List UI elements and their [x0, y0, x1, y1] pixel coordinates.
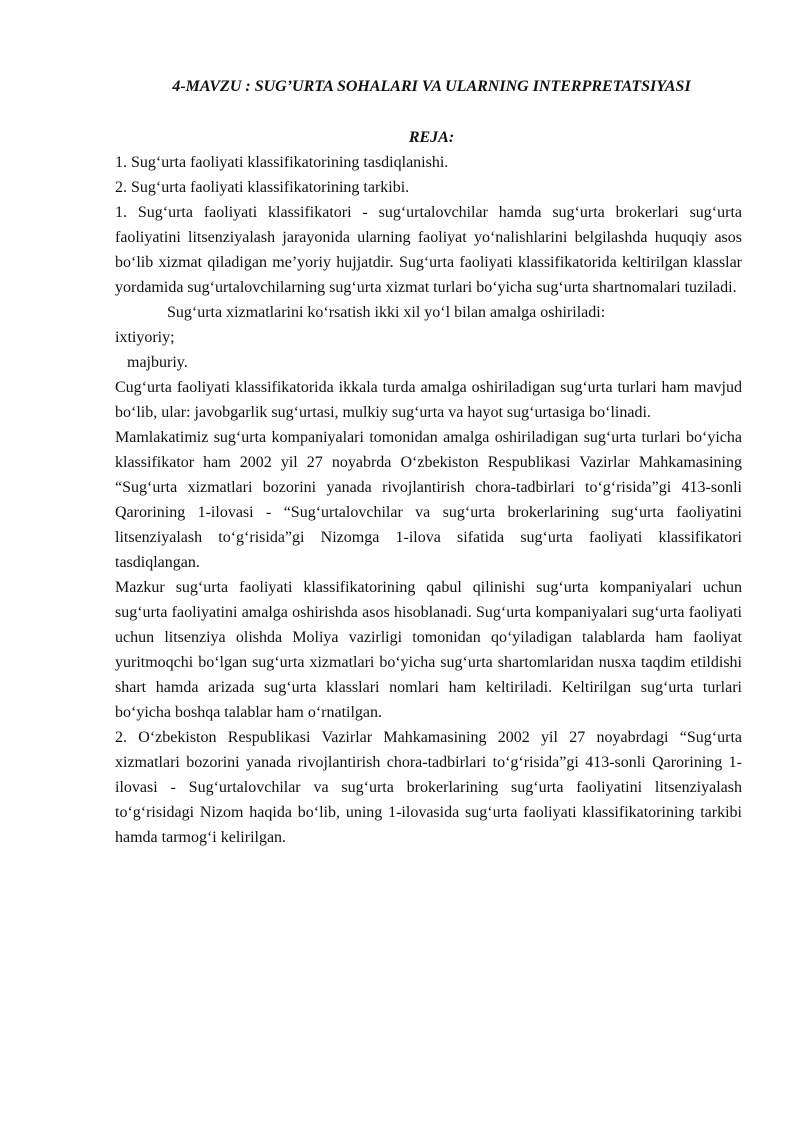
- list-item-voluntary: ixtiyoriy;: [115, 329, 175, 346]
- list-item-mandatory: majburiy.: [127, 354, 188, 371]
- paragraph-classifier-approval: Mamlakatimiz sug‘urta kompaniyalari tomonidan amalga oshiriladigan sug‘urta turlari bo‘yicha klassifikator ham 2002 yil 27 noyabrda O‘zbekiston Respublikasi Vazirlar Mahkamasining “Sug‘urta xizmatlari bozorini yanada rivojlantirish chora-tadbirlari to‘g‘risida”gi 413-sonli Qarorining 1-ilovasi - “Sug‘urtalovchilar va sug‘urta brokerlarining sug‘urta faoliyatini litsenziyalash to‘g‘risida”gi Nizomga 1-ilova sifatida sug‘urta faoliyati klassifikatori tasdiqlangan.: [115, 429, 742, 571]
- document-page: [115, 74, 742, 850]
- paragraph-classifier-structure: 2. O‘zbekiston Respublikasi Vazirlar Mahkamasining 2002 yil 27 noyabrdagi “Sug‘urta xizmatlari bozorini yanada rivojlantirish chora-tadbirlari to‘g‘risida”gi 413-sonli Qarorining 1-ilovasi - Sug‘urtalovchilar va sug‘urta brokerlarining sug‘urta faoliyatini litsenziyalash to‘g‘risidagi Nizom haqida bo‘lib, uning 1-ilovasida sug‘urta faoliyati klassifikatorining tarkibi hamda tarmog‘i kelirilgan.: [115, 729, 742, 846]
- paragraph-classifier-definition: 1. Sug‘urta faoliyati klassifikatori - sug‘urtalovchilar hamda sug‘urta brokerlari sug‘urta faoliyatini litsenziyalash jarayonida ularning faoliyat yo‘nalishlarini belgilashda huquqiy asos bo‘lib xizmat qiladigan me’yoriy hujjatdir. Sug‘urta faoliyati klassifikatorida keltirilgan klasslar yordamida sug‘urtalovchilarning sug‘urta xizmat turlari bo‘yicha sug‘urta shartnomalari tuziladi.: [115, 204, 742, 296]
- paragraph-license-requirements: Mazkur sug‘urta faoliyati klassifikatorining qabul qilinishi sug‘urta kompaniyalari uchun sug‘urta faoliyatini amalga oshirishda asos hisoblanadi. Sug‘urta kompaniyalari sug‘urta faoliyati uchun litsenziya olishda Moliya vazirligi tomonidan qo‘yiladigan talablarda ham faoliyat yuritmoqchi bo‘lgan sug‘urta xizmatlari bo‘yicha sug‘urta shartomlaridan nusxa taqdim etildishi shart hamda arizada sug‘urta klasslari nomlari ham keltiriladi. Keltirilgan sug‘urta turlari bo‘yicha boshqa talablar ham o‘rnatilgan.: [115, 579, 742, 721]
- plan-item-2: 2. Sug‘urta faoliyati klassifikatorining tarkibi.: [115, 179, 410, 196]
- paragraph-insurance-types: Cug‘urta faoliyati klassifikatorida ikkala turda amalga oshiriladigan sug‘urta turlari ham mavjud bo‘lib, ular: javobgarlik sug‘urtasi, mulkiy sug‘urta va hayot sug‘urtasiga bo‘linadi.: [115, 379, 742, 421]
- document-title: 4-MAVZU : SUG’URTA SOHALARI VA ULARNING INTERPRETATSIYASI: [172, 78, 691, 95]
- plan-item-1: 1. Sug‘urta faoliyati klassifikatorining tasdiqlanishi.: [115, 154, 449, 171]
- paragraph-service-methods: Sug‘urta xizmatlarini ko‘rsatish ikki xil yo‘l bilan amalga oshiriladi:: [167, 304, 606, 321]
- plan-heading: REJA:: [408, 129, 455, 146]
